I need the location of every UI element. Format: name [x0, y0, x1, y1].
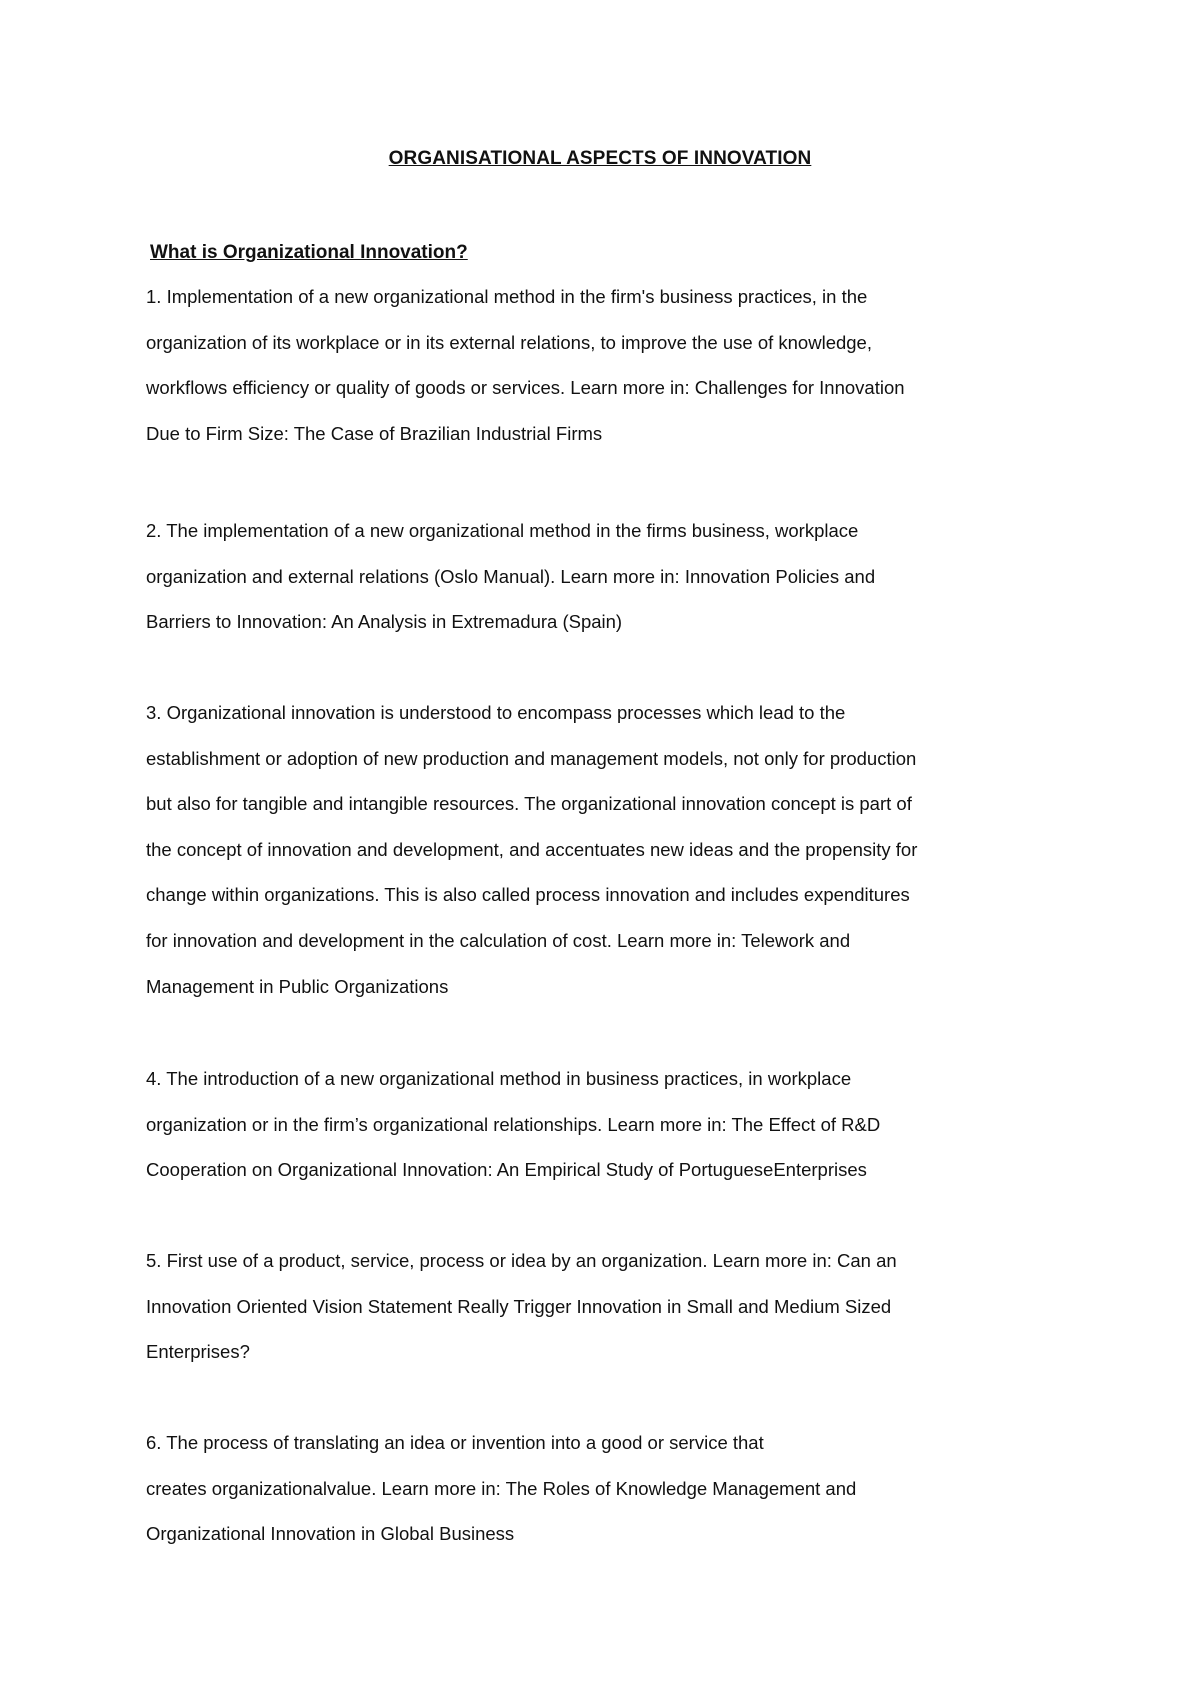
definition-line: change within organizations. This is also called process innovation and includes expenditures: [146, 884, 910, 906]
definition-line: Innovation Oriented Vision Statement Really Trigger Innovation in Small and Medium Sized: [146, 1295, 892, 1317]
definition-5: [146, 1238, 1046, 1375]
definition-number: 4.: [146, 1068, 162, 1089]
definition-line: 1. Implementation of a new organizational method in the firm's business practices, in the: [146, 286, 868, 307]
definition-line: workflows efficiency or quality of goods or services. Learn more in: Challenges for Innovation: [146, 377, 905, 399]
definition-number: 3.: [146, 702, 162, 723]
definition-6: [146, 1420, 1046, 1557]
definition-line: Enterprises?: [146, 1341, 250, 1363]
definition-number: 2.: [146, 520, 162, 541]
section-heading: What is Organizational Innovation?: [150, 242, 468, 263]
definition-line: 2. The implementation of a new organizational method in the firms business, workplace: [146, 520, 859, 541]
definition-line: 6. The process of translating an idea or invention into a good or service that: [146, 1432, 764, 1453]
definition-2: [146, 508, 1046, 645]
definition-number: 1.: [146, 286, 162, 307]
definition-line: Due to Firm Size: The Case of Brazilian Industrial Firms: [146, 422, 603, 444]
definition-line: 4. The introduction of a new organizational method in business practices, in workplace: [146, 1068, 852, 1089]
definition-line: Barriers to Innovation: An Analysis in Extremadura (Spain): [146, 611, 623, 633]
definition-line: Cooperation on Organizational Innovation: An Empirical Study of PortugueseEnterprises: [146, 1159, 867, 1181]
definition-line: Management in Public Organizations: [146, 975, 449, 997]
definition-1: [146, 274, 1046, 456]
definition-line: 3. Organizational innovation is understood to encompass processes which lead to the: [146, 702, 846, 723]
definition-line: Organizational Innovation in Global Business: [146, 1523, 515, 1545]
definition-number: 5.: [146, 1250, 162, 1271]
definition-number: 6.: [146, 1432, 162, 1453]
definition-line: the concept of innovation and development, and accentuates new ideas and the propensity for: [146, 838, 918, 860]
definition-line: establishment or adoption of new production and management models, not only for production: [146, 747, 917, 769]
definition-line: organization or in the firm’s organizational relationships. Learn more in: The Effect of R&D: [146, 1113, 881, 1135]
document-title: ORGANISATIONAL ASPECTS OF INNOVATION: [388, 148, 812, 169]
definition-line: 5. First use of a product, service, process or idea by an organization. Learn more in: Can an: [146, 1250, 897, 1271]
definition-line: for innovation and development in the calculation of cost. Learn more in: Telework and: [146, 929, 851, 951]
definition-line: but also for tangible and intangible resources. The organizational innovation concept is part of: [146, 793, 912, 815]
definition-3: [146, 690, 1046, 1009]
definition-line: organization and external relations (Oslo Manual). Learn more in: Innovation Policies and: [146, 565, 876, 587]
definition-4: [146, 1056, 1046, 1193]
definition-line: organization of its workplace or in its external relations, to improve the use of knowledge,: [146, 331, 872, 353]
definition-line: creates organizationalvalue. Learn more in: The Roles of Knowledge Management and: [146, 1477, 857, 1499]
